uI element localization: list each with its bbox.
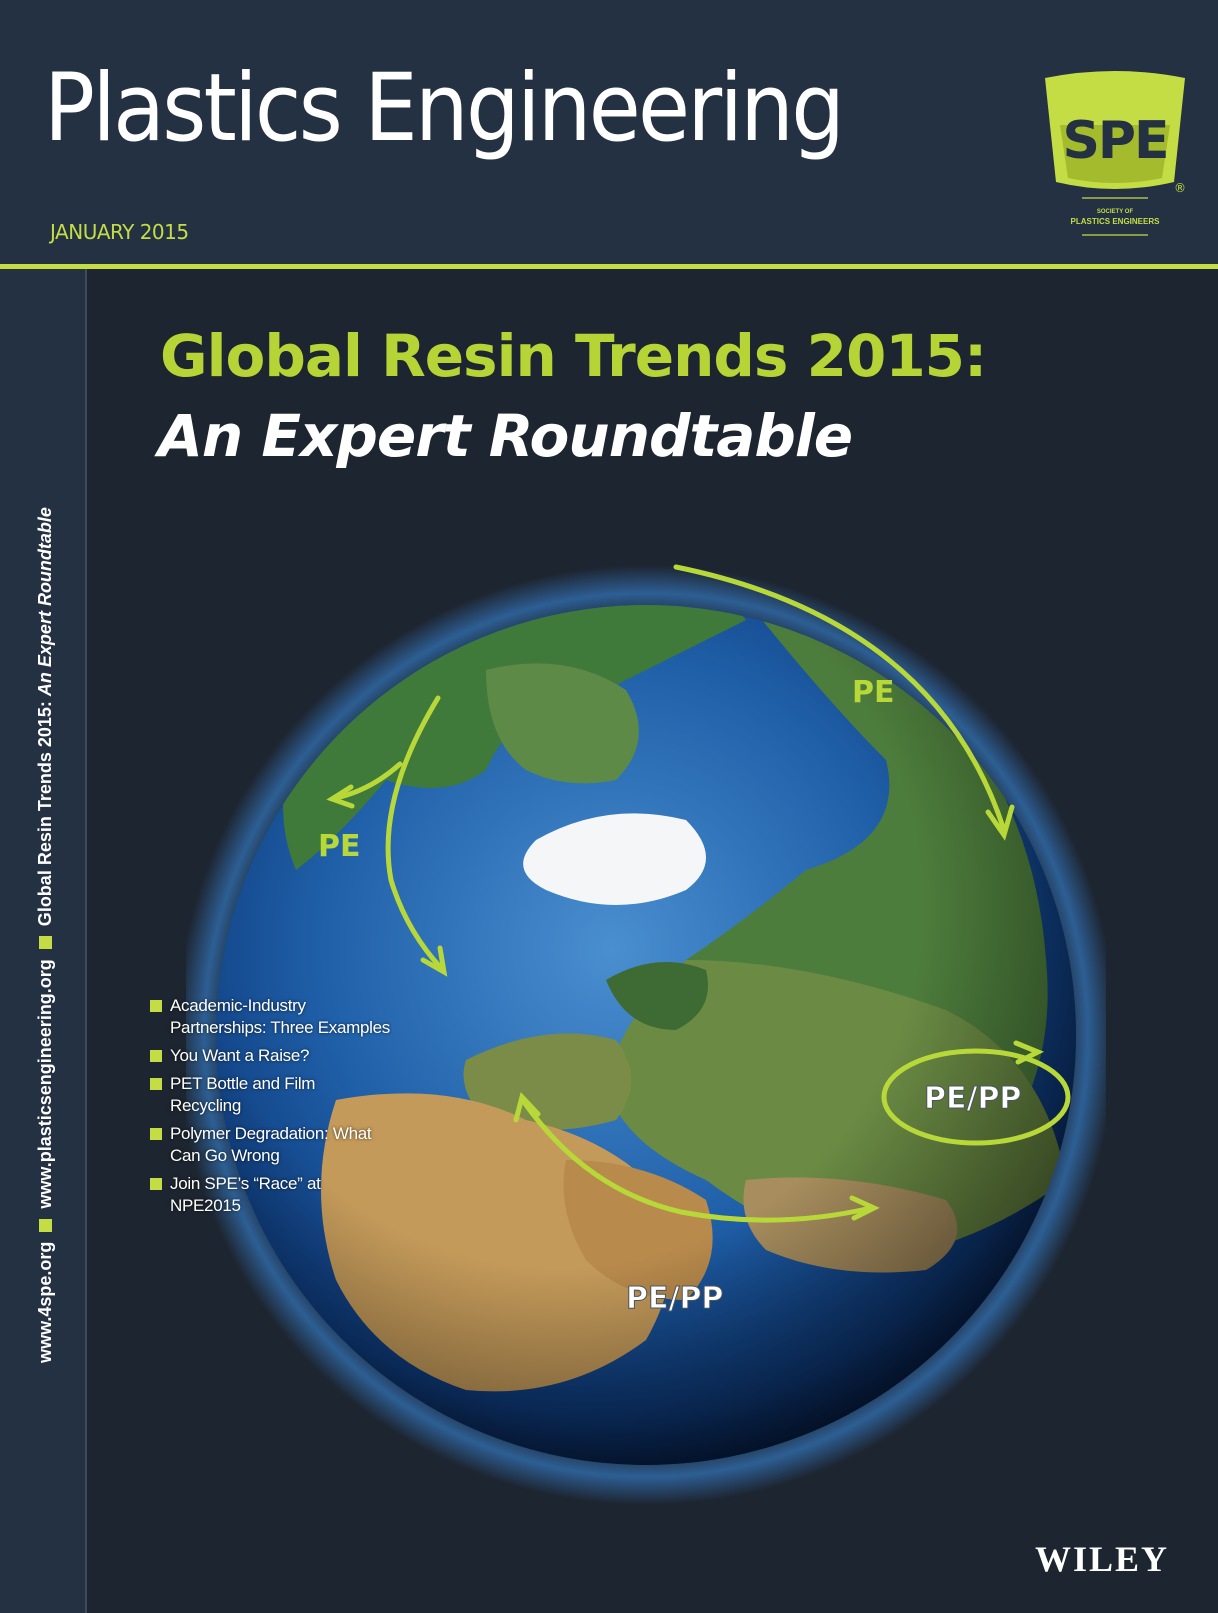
- toc-item-label: Polymer Degradation: What Can Go Wrong: [170, 1124, 372, 1165]
- spine-subtitle: An Expert Roundtable: [35, 507, 55, 697]
- toc-item-label: PET Bottle and Film Recycling: [170, 1074, 316, 1115]
- square-bullet-icon: [39, 1219, 52, 1232]
- spine-site-pe[interactable]: www.plasticsengineering.org: [35, 959, 55, 1209]
- label-pe-west: PE: [318, 829, 361, 864]
- spine-divider: [85, 269, 87, 1613]
- square-bullet-icon: [150, 1050, 162, 1062]
- label-pepp-south: PE/PP: [626, 1281, 724, 1316]
- square-bullet-icon: [150, 1128, 162, 1140]
- toc-item[interactable]: [150, 1123, 390, 1167]
- spine-title: Global Resin Trends 2015:: [35, 701, 55, 927]
- label-pepp-east: PE/PP: [924, 1081, 1022, 1116]
- society-line1: SOCIETY OF: [1096, 209, 1134, 215]
- square-bullet-icon: [150, 1178, 162, 1190]
- society-line2: PLASTICS ENGINEERS: [1070, 217, 1160, 226]
- toc-item-label: Join SPE’s “Race” at NPE2015: [170, 1174, 321, 1215]
- square-bullet-icon: [150, 1078, 162, 1090]
- label-pe-north: PE: [852, 675, 895, 710]
- toc-item-label: You Want a Raise?: [170, 1046, 310, 1065]
- registered-mark: ®: [1174, 181, 1186, 195]
- square-bullet-icon: [39, 936, 52, 949]
- toc-item[interactable]: [150, 1173, 390, 1217]
- toc-item[interactable]: [150, 1045, 390, 1067]
- publisher-logo: WILEY: [1035, 1539, 1170, 1579]
- toc-item[interactable]: [150, 1073, 390, 1117]
- toc-item-label: Academic-Industry Partnerships: Three Examples: [170, 996, 390, 1037]
- society-name: [1040, 208, 1190, 226]
- spine-text: [29, 485, 61, 1385]
- contents-list: [150, 995, 390, 1223]
- cover-headline: Global Resin Trends 2015:: [160, 322, 987, 390]
- magazine-title: Plastics Engineering: [44, 54, 843, 163]
- cover-subhead: An Expert Roundtable: [158, 402, 853, 470]
- square-bullet-icon: [150, 1000, 162, 1012]
- header-rule: [0, 264, 1218, 269]
- toc-item[interactable]: [150, 995, 390, 1039]
- spe-logo-letters: SPE: [1062, 111, 1168, 171]
- issue-date: JANUARY 2015: [50, 220, 189, 244]
- spine-site-4spe[interactable]: www.4spe.org: [35, 1241, 55, 1363]
